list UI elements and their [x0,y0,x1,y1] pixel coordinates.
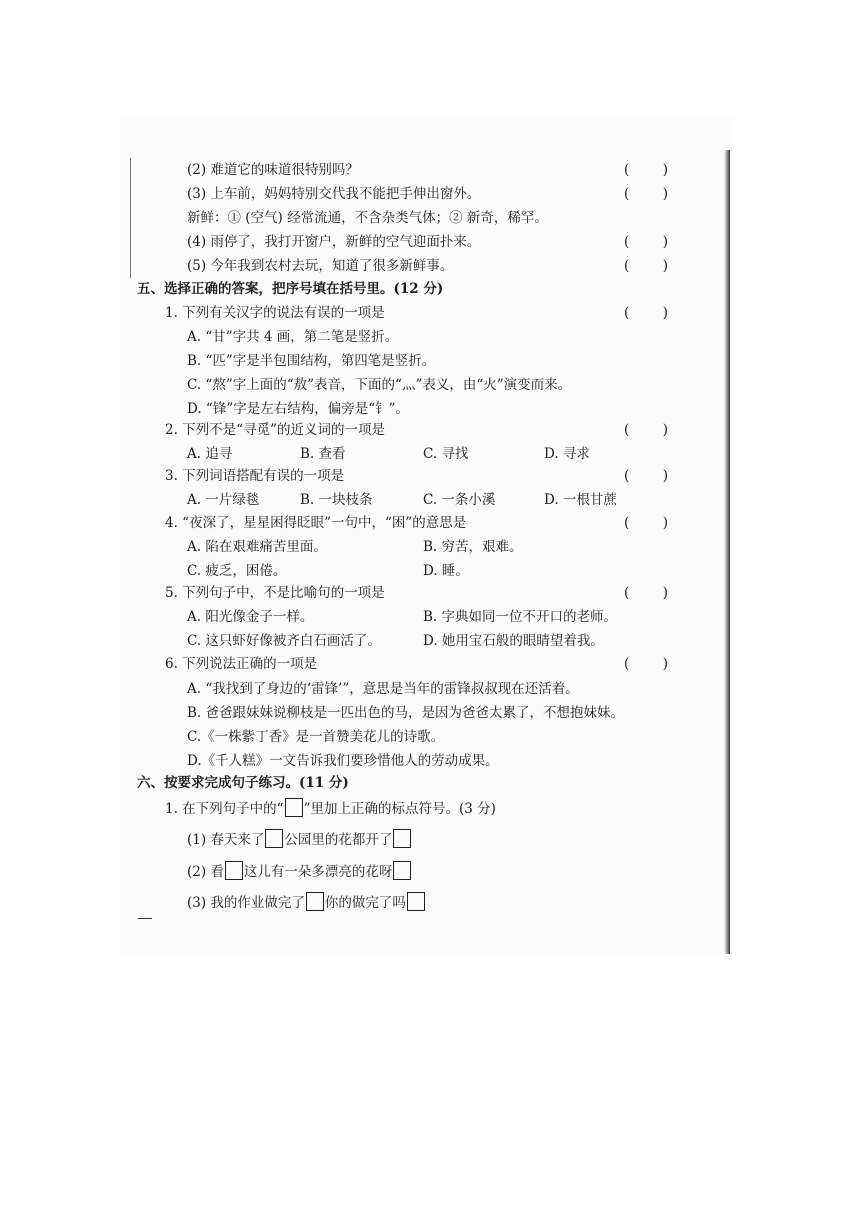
punctuation-box[interactable] [306,892,324,911]
paren-open: ( [624,656,630,672]
s6-s1-part-a: (1) 春天来了 [187,832,265,848]
paren-open: ( [624,186,630,202]
s5-q6-d: D.《千人糕》一文告诉我们要珍惜他人的劳动成果。 [187,753,499,769]
answer-paren-s4-q2[interactable] [624,161,668,179]
answer-paren-s5-q6[interactable] [624,655,668,673]
s5-q6-stem: 6. 下列说法正确的一项是 [165,656,318,672]
s4-definition: 新鲜：① (空气) 经常流通，不含杂类气体；② 新奇，稀罕。 [187,210,548,226]
paren-open: ( [624,305,630,321]
answer-paren-s5-q2[interactable] [624,421,668,439]
s5-q4-c: C. 疲乏，困倦。 [187,563,287,579]
s5-q5-b: B. 字典如同一位不开口的老师。 [423,609,618,625]
paren-open: ( [624,422,630,438]
s5-q4-a: A. 陷在艰难痛苦里面。 [187,539,327,555]
s5-q2-a: A. 追寻 [187,446,233,462]
punctuation-box[interactable] [393,829,411,848]
paren-open: ( [624,162,630,178]
s6-s2-part-b: 这儿有一朵多漂亮的花呀 [243,864,393,880]
paren-close: ) [662,234,668,250]
s5-q3-a: A. 一片绿毯 [187,492,260,508]
s5-q1-d: D. “锋”字是左右结构，偏旁是“钅”。 [187,401,410,417]
s5-q4-stem: 4. “夜深了，星星困得眨眼”一句中，“困”的意思是 [165,515,467,531]
paren-close: ) [662,656,668,672]
s6-q1-pre: 1. 在下列句子中的“ [165,801,284,817]
s5-q2-d: D. 寻求 [544,446,590,462]
s5-q3-b: B. 一块枝条 [300,492,373,508]
s5-q3-d: D. 一根甘蔗 [544,492,617,508]
punctuation-box[interactable] [407,892,425,911]
footer-dash [138,918,152,919]
s4-q2: (2) 难道它的味道很特别吗？ [187,162,359,178]
paren-close: ) [662,515,668,531]
s6-s1-part-b: 公园里的花都开了 [284,832,393,848]
paren-close: ) [662,305,668,321]
answer-paren-s4-q5[interactable] [624,257,668,275]
s5-q5-a: A. 阳光像金子一样。 [187,609,314,625]
answer-paren-s4-q4[interactable] [624,233,668,251]
s5-q2-c: C. 寻找 [423,446,469,462]
s5-q6-c: C.《一株紫丁香》是一首赞美花儿的诗歌。 [187,729,445,745]
s5-q6-b: B. 爸爸跟妹妹说柳枝是一匹出色的马，是因为爸爸太累了，不想抱妹妹。 [187,705,625,721]
s5-q1-c: C. “熬”字上面的“敖”表音，下面的“灬”表义，由“火”演变而来。 [187,377,572,393]
s4-q5: (5) 今年我到农村去玩，知道了很多新鲜事。 [187,258,454,274]
paren-open: ( [624,258,630,274]
paren-open: ( [624,468,630,484]
s6-sentence-3 [187,892,426,912]
answer-box [285,798,303,817]
s5-q1-b: B. “匹”字是半包围结构，第四笔是竖折。 [187,353,436,369]
s6-q1-instruction [165,798,496,818]
paren-open: ( [624,515,630,531]
s6-sentence-1 [187,829,412,849]
s6-q1-post: ”里加上正确的标点符号。(3 分) [303,801,496,817]
paren-open: ( [624,234,630,250]
page-shadow-edge [724,150,730,954]
s4-q3: (3) 上车前，妈妈特别交代我不能把手伸出窗外。 [187,186,481,202]
paren-close: ) [662,162,668,178]
paren-close: ) [662,186,668,202]
paren-close: ) [662,258,668,274]
paren-close: ) [662,422,668,438]
s6-s3-part-a: (3) 我的作业做完了 [187,895,305,911]
s6-s2-part-a: (2) 看 [187,864,224,880]
s6-s3-part-b: 你的做完了吗 [324,895,406,911]
s5-q1-a: A. “甘”字共 4 画，第二笔是竖折。 [187,329,399,345]
punctuation-box[interactable] [393,861,411,880]
punctuation-box[interactable] [265,829,283,848]
s5-q2-stem: 2. 下列不是“寻觅”的近义词的一项是 [165,422,385,438]
margin-line [130,158,131,278]
s4-q4: (4) 雨停了，我打开窗户，新鲜的空气迎面扑来。 [187,234,481,250]
answer-paren-s5-q5[interactable] [624,584,668,602]
answer-paren-s4-q3[interactable] [624,185,668,203]
s5-q5-stem: 5. 下列句子中，不是比喻句的一项是 [165,585,385,601]
s5-q5-c: C. 这只虾好像被齐白石画活了。 [187,633,381,649]
s5-q5-d: D. 她用宝石般的眼睛望着我。 [423,633,604,649]
answer-paren-s5-q1[interactable] [624,304,668,322]
s6-sentence-2 [187,861,412,881]
s5-q1-stem: 1. 下列有关汉字的说法有误的一项是 [165,305,385,321]
s5-q4-b: B. 穷苦，艰难。 [423,539,523,555]
section5-title: 五、选择正确的答案，把序号填在括号里。(12 分) [137,281,444,297]
s5-q2-b: B. 查看 [300,446,346,462]
punctuation-box[interactable] [225,861,243,880]
s5-q6-a: A. “我找到了身边的‘雷锋’”，意思是当年的雷锋叔叔现在还活着。 [187,681,579,697]
s5-q4-d: D. 睡。 [423,563,469,579]
answer-paren-s5-q4[interactable] [624,514,668,532]
s5-q3-stem: 3. 下列词语搭配有误的一项是 [165,468,345,484]
paren-close: ) [662,585,668,601]
answer-paren-s5-q3[interactable] [624,467,668,485]
paren-close: ) [662,468,668,484]
s5-q3-c: C. 一条小溪 [423,492,496,508]
section6-title: 六、按要求完成句子练习。(11 分) [137,775,349,791]
paren-open: ( [624,585,630,601]
